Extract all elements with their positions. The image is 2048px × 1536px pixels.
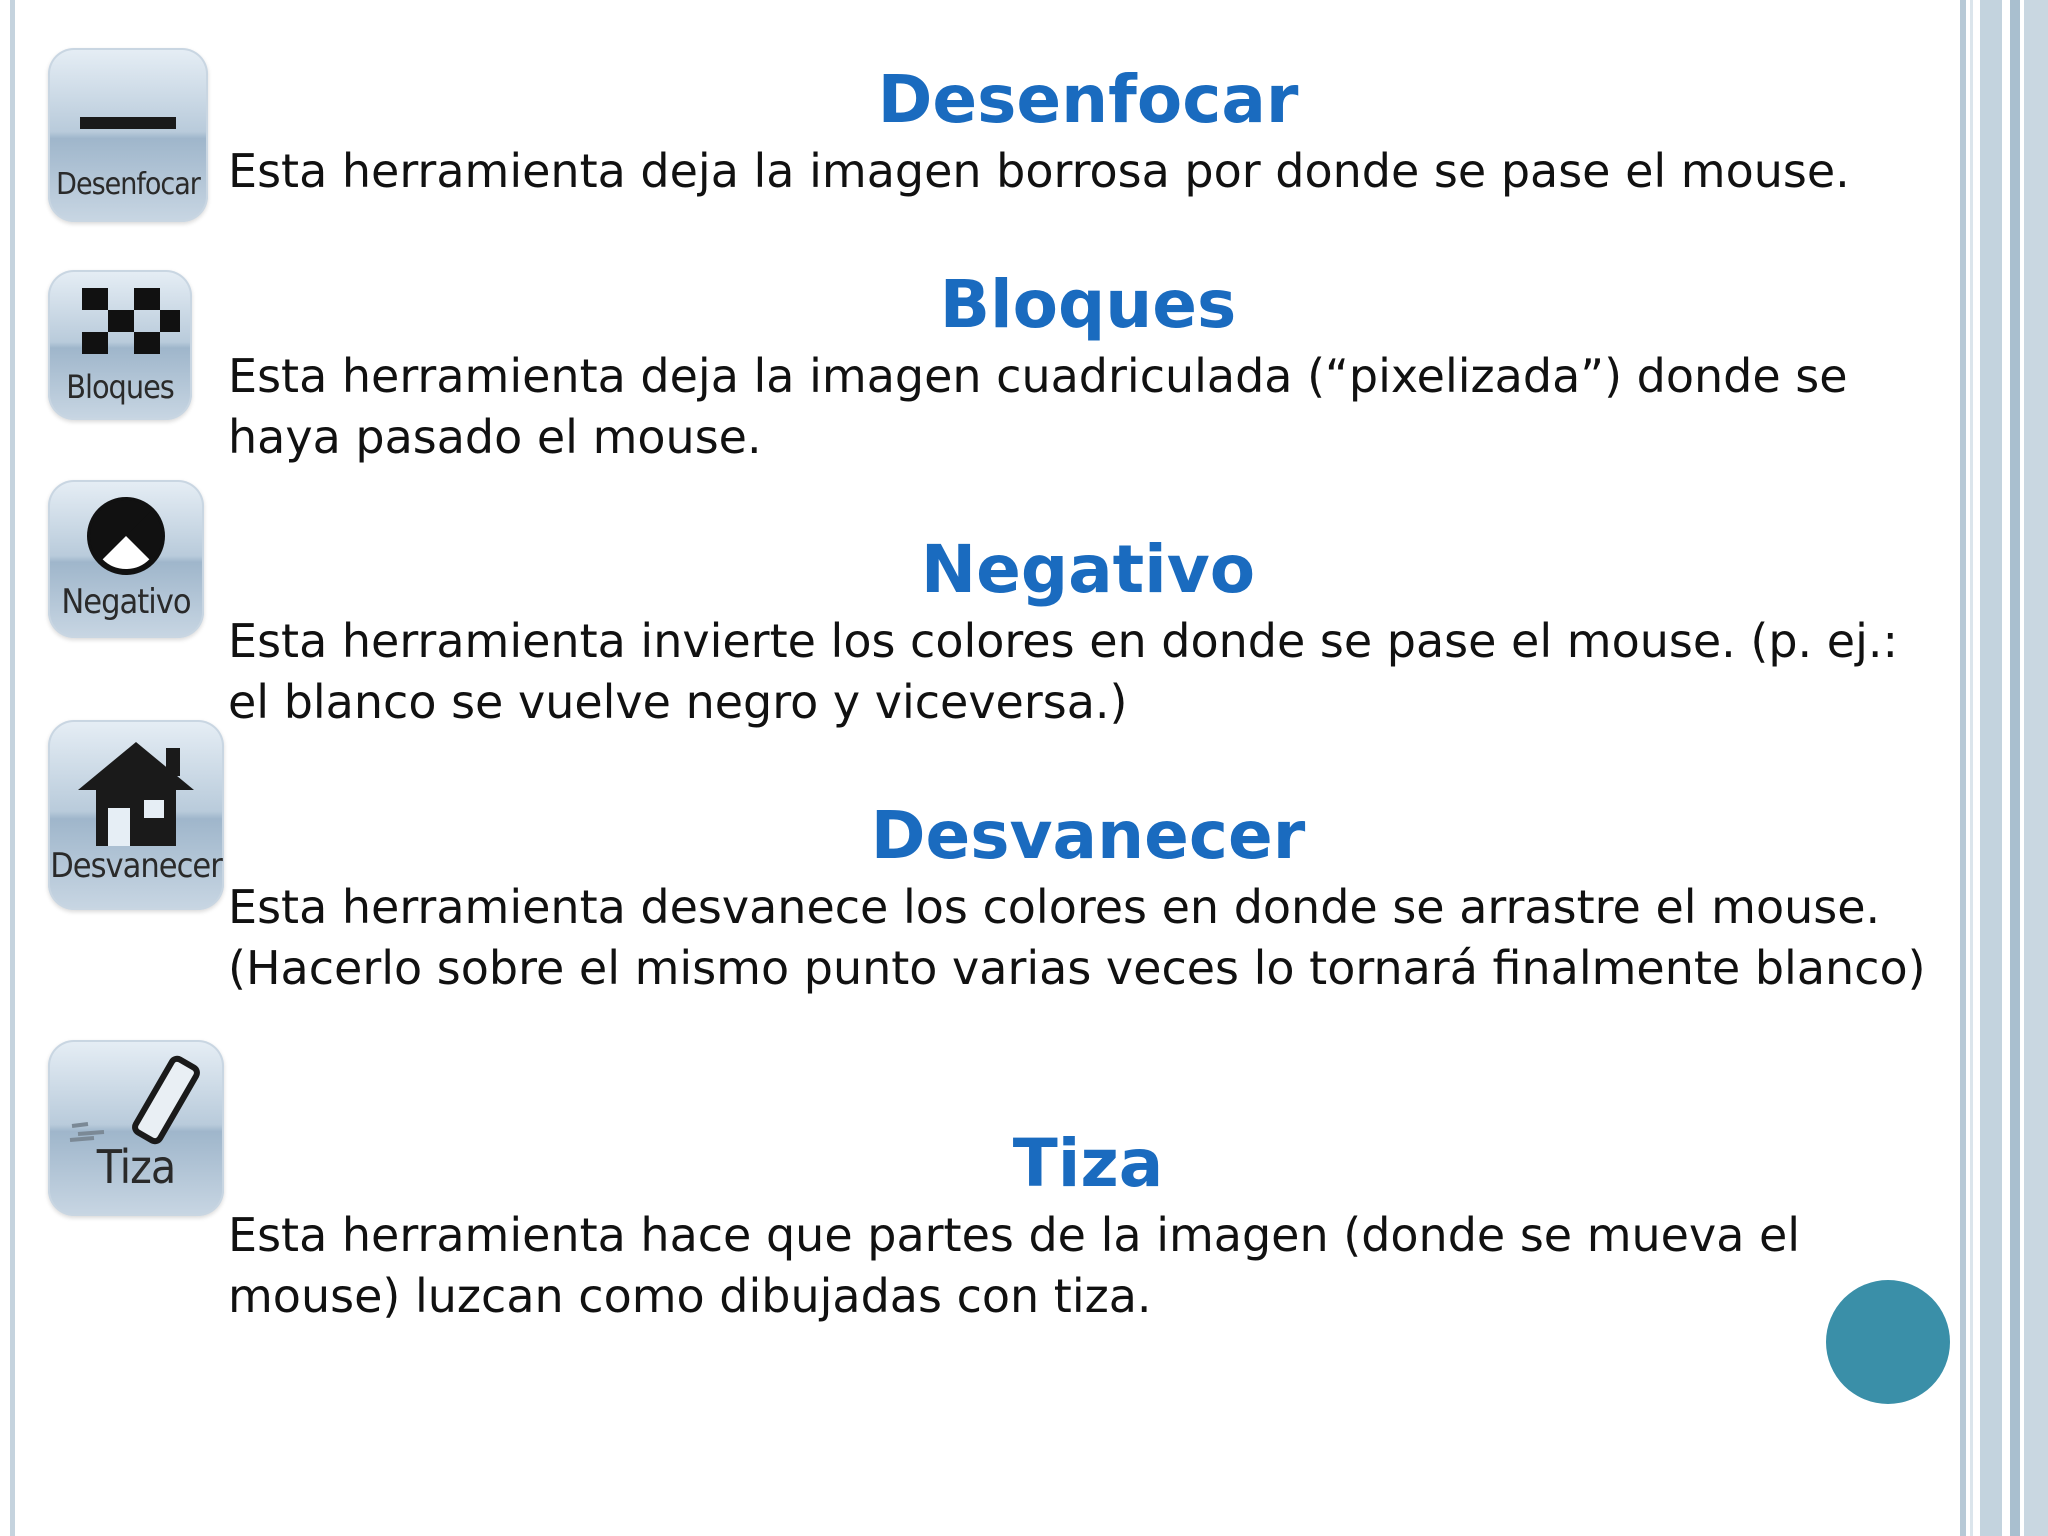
blur-tool-icon[interactable] bbox=[48, 48, 208, 222]
section-title: Bloques bbox=[939, 266, 1237, 343]
section-description: Esta herramienta invierte los colores en donde se pase el mouse. (p. ej.: el blanco se vuelve negro y viceversa.) bbox=[228, 614, 1898, 729]
section-title: Desenfocar bbox=[877, 61, 1299, 138]
section-description: Esta herramienta hace que partes de la imagen (donde se mueva el mouse) luzcan como dibujadas con tiza. bbox=[228, 1208, 1801, 1323]
section-title: Desvanecer bbox=[870, 797, 1306, 874]
negative-tool-icon[interactable] bbox=[48, 480, 204, 638]
section-description: Esta herramienta deja la imagen borrosa por donde se pase el mouse. bbox=[228, 144, 1850, 198]
icon-label: Desenfocar bbox=[56, 167, 200, 202]
blocks-tool-icon[interactable] bbox=[48, 270, 192, 420]
section-title: Tiza bbox=[1012, 1125, 1164, 1202]
section-description: Esta herramienta deja la imagen cuadriculada (“pixelizada”) donde se haya pasado el mouse. bbox=[228, 349, 1848, 464]
icon-label: Tiza bbox=[96, 1140, 176, 1194]
left-border-rule bbox=[10, 0, 15, 1536]
fade-tool-icon[interactable] bbox=[48, 720, 224, 910]
icon-label: Negativo bbox=[61, 582, 191, 622]
section-title: Negativo bbox=[920, 531, 1256, 608]
right-decorative-border bbox=[1960, 0, 2048, 1536]
section-description: Esta herramienta desvanece los colores en donde se arrastre el mouse. (Hacerlo sobre el mismo punto varias veces lo tornará finalmente blanco) bbox=[228, 880, 1926, 995]
icon-label: Desvanecer bbox=[50, 846, 222, 886]
accent-circle bbox=[1826, 1280, 1950, 1404]
icon-label: Bloques bbox=[66, 368, 174, 406]
chalk-tool-icon[interactable] bbox=[48, 1040, 224, 1216]
